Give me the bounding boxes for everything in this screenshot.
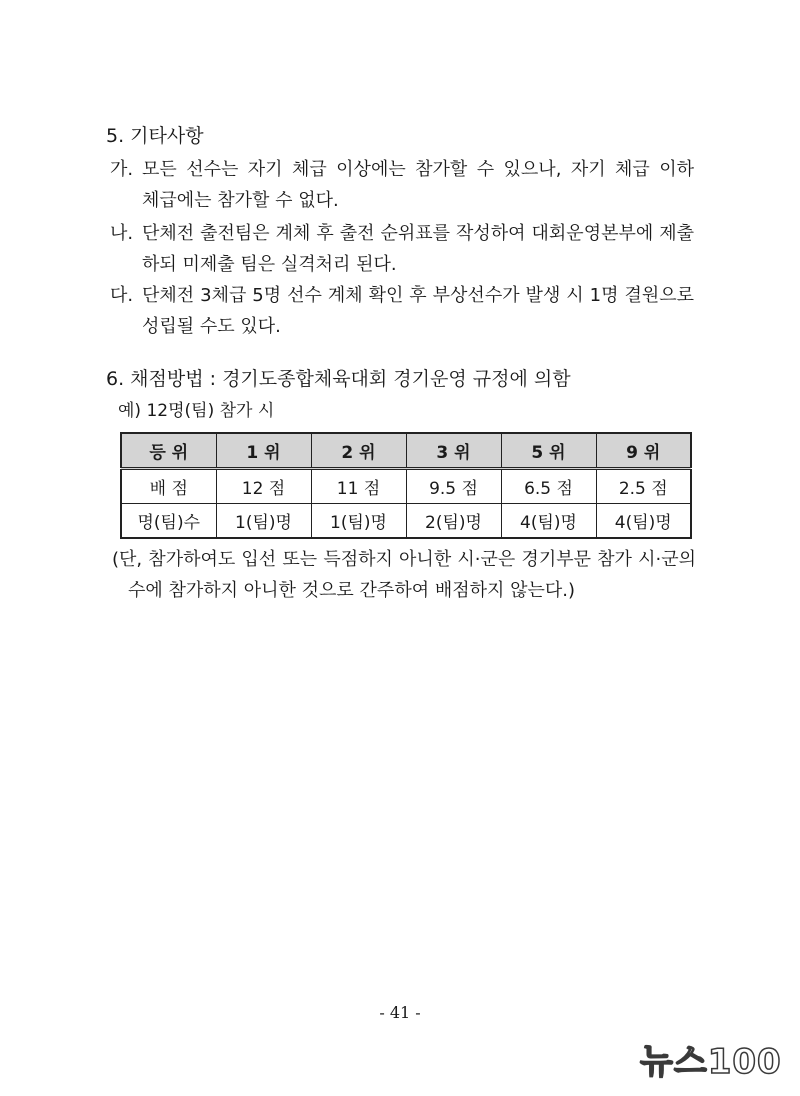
- table-cell: 2(팀)명: [406, 504, 501, 539]
- table-row: [121, 504, 691, 539]
- item-na-line1: 단체전 출전팀은 계체 후 출전 순위표를 작성하여 대회운영본부에 제출: [142, 223, 694, 244]
- header-cell: 1 위: [216, 433, 311, 469]
- item-da-line2: 성립될 수도 있다.: [142, 316, 281, 337]
- item-na-line2: 하되 미제출 팀은 실격처리 된다.: [142, 254, 397, 275]
- table-cell: 1(팀)명: [311, 504, 406, 539]
- header-cell: 2 위: [311, 433, 406, 469]
- table-cell: 2.5 점: [596, 469, 691, 504]
- score-table: [120, 432, 692, 539]
- news100-logo: 뉴스100: [640, 1042, 782, 1082]
- table-header-row: [121, 433, 691, 469]
- item-ga-line1: 모든 선수는 자기 체급 이상에는 참가할 수 있으나, 자기 체급 이하: [142, 159, 694, 180]
- section-5-title: 5. 기타사항: [106, 125, 204, 147]
- item-ga-line2: 체급에는 참가할 수 없다.: [142, 190, 339, 211]
- table-cell: 4(팀)명: [501, 504, 596, 539]
- item-da-line1: 단체전 3체급 5명 선수 계체 확인 후 부상선수가 발생 시 1명 결원으로: [142, 285, 694, 306]
- note-line1: (단, 참가하여도 입선 또는 득점하지 아니한 시·군은 경기부문 참가 시·군의: [112, 549, 696, 570]
- item-da-marker: 다.: [110, 285, 134, 306]
- header-cell: 3 위: [406, 433, 501, 469]
- table-cell: 12 점: [216, 469, 311, 504]
- example-label: 예) 12명(팀) 참가 시: [118, 401, 275, 421]
- header-cell: 9 위: [596, 433, 691, 469]
- note-line2: 수에 참가하지 아니한 것으로 간주하여 배점하지 않는다.): [128, 580, 575, 601]
- table-cell: 9.5 점: [406, 469, 501, 504]
- table-cell: 11 점: [311, 469, 406, 504]
- page-number: - 41 -: [379, 1003, 421, 1022]
- section-6-title: 6. 채점방법 : 경기도종합체육대회 경기운영 규정에 의함: [106, 368, 571, 390]
- table-cell: 1(팀)명: [216, 504, 311, 539]
- item-na-marker: 나.: [110, 223, 134, 244]
- table-row: [121, 469, 691, 504]
- table-cell: 배 점: [121, 469, 216, 504]
- item-ga-marker: 가.: [110, 159, 134, 180]
- table-cell: 4(팀)명: [596, 504, 691, 539]
- table-cell: 명(팀)수: [121, 504, 216, 539]
- header-cell: 등 위: [121, 433, 216, 469]
- header-cell: 5 위: [501, 433, 596, 469]
- table-cell: 6.5 점: [501, 469, 596, 504]
